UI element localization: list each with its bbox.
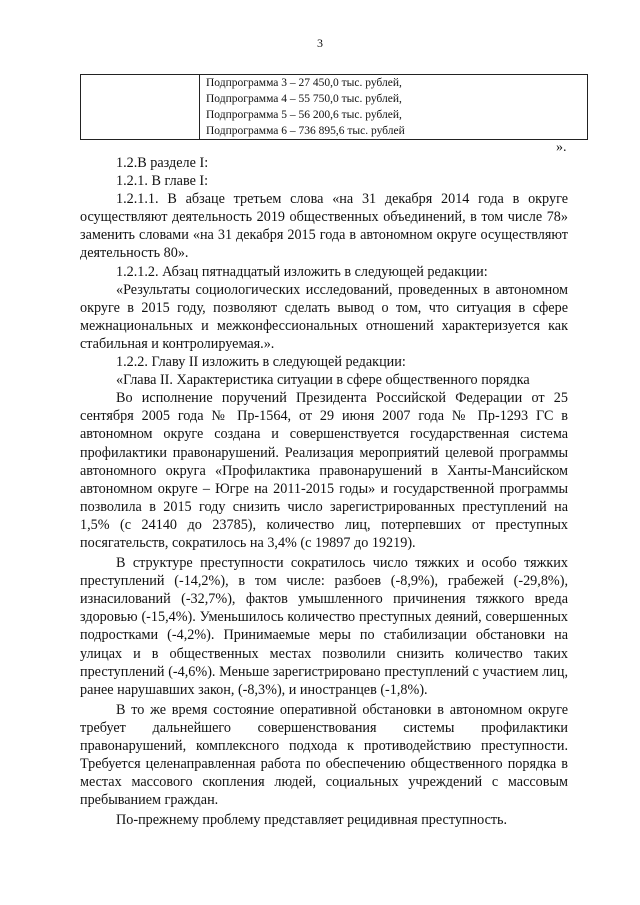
paragraph: 1.2.1.2. Абзац пятнадцатый изложить в следующей редакции: bbox=[116, 263, 488, 280]
page-number: 3 bbox=[317, 36, 323, 50]
paragraph: Во исполнение поручений Президента Российской Федерации от 25 сентября 2005 года № Пр-1564, от 29 июня 2007 года № Пр-1293 ГС в автономном округе создана и совершенствуется государственная система профилактики правонарушений. Реализация мероприятий целевой программы автономного округа «Профилактика правонарушений в Ханты-Мансийском автономном округе – Югре на 2011-2015 годы» и государственной программы позволила в 2015 году снизить число зарегистрированных преступлений на 1,5% (с 24140 до 23785), количество лиц, потерпевших от преступных посягательств, сократилось на 3,4% (с 19897 до 19219). bbox=[80, 390, 568, 551]
paragraph: 1.2.1.1. В абзаце третьем слова «на 31 декабря 2014 года в округе осуществляют деятельность 2019 общественных объединений, в том числе 78» заменить словами «на 31 декабря 2015 года в автономном округе осуществляют деятельность 80». bbox=[80, 191, 568, 262]
document-body bbox=[80, 154, 568, 829]
chapter-title: «Глава II. Характеристика ситуации в сфере общественного порядка bbox=[116, 372, 530, 389]
subprogram-line: Подпрограмма 4 – 55 750,0 тыс. рублей, bbox=[206, 93, 402, 105]
subprogram-table bbox=[80, 74, 588, 140]
subprogram-line: Подпрограмма 6 – 736 895,6 тыс. рублей bbox=[206, 125, 405, 137]
paragraph: «Результаты социологических исследований, проведенных в автономном округе в 2015 году, позволяют сделать вывод о том, что ситуация в сфере межнациональных и межконфессиональных отношений характеризуется как стабильная и контролируемая.». bbox=[80, 281, 568, 352]
paragraph: В то же время состояние оперативной обстановки в автономном округе требует дальнейшего совершенствования системы профилактики правонарушений, комплексного подхода к противодействию преступности. Требуется целенаправленная работа по обеспечению общественного порядка в местах массового скопления людей, социальных учреждений с массовым пребыванием граждан. bbox=[80, 701, 568, 809]
table-row bbox=[81, 75, 588, 140]
subprogram-line: Подпрограмма 3 – 27 450,0 тыс. рублей, bbox=[206, 77, 402, 89]
closing-quote: ». bbox=[556, 140, 567, 155]
paragraph: В структуре преступности сократилось число тяжких и особо тяжких преступлений (-14,2%), в том числе: разбоев (-8,9%), грабежей (-29,8%), изнасилований (-32,7%), фактов умышленного причинения тяжкого вреда здоровью (-15,4%). Уменьшилось количество преступных деяний, совершенных подростками (-4,2%). Принимаемые меры по стабилизации обстановки на улицах и в общественных местах позволили снизить количество таких преступлений (-4,6%). Меньше зарегистрировано преступлений с участием лиц, ранее нарушавших закон, (-8,3%), и иностранцев (-1,8%). bbox=[80, 555, 568, 698]
paragraph: По-прежнему проблему представляет рецидивная преступность. bbox=[116, 812, 508, 829]
subprogram-line: Подпрограмма 5 – 56 200,6 тыс. рублей, bbox=[206, 109, 402, 121]
table-cell-empty bbox=[81, 75, 200, 140]
section-heading: 1.2.В разделе I: bbox=[116, 155, 209, 171]
paragraph: 1.2.2. Главу II изложить в следующей редакции: bbox=[116, 354, 406, 371]
chapter-heading: 1.2.1. В главе I: bbox=[116, 173, 209, 190]
table-cell-subprograms bbox=[200, 75, 588, 140]
